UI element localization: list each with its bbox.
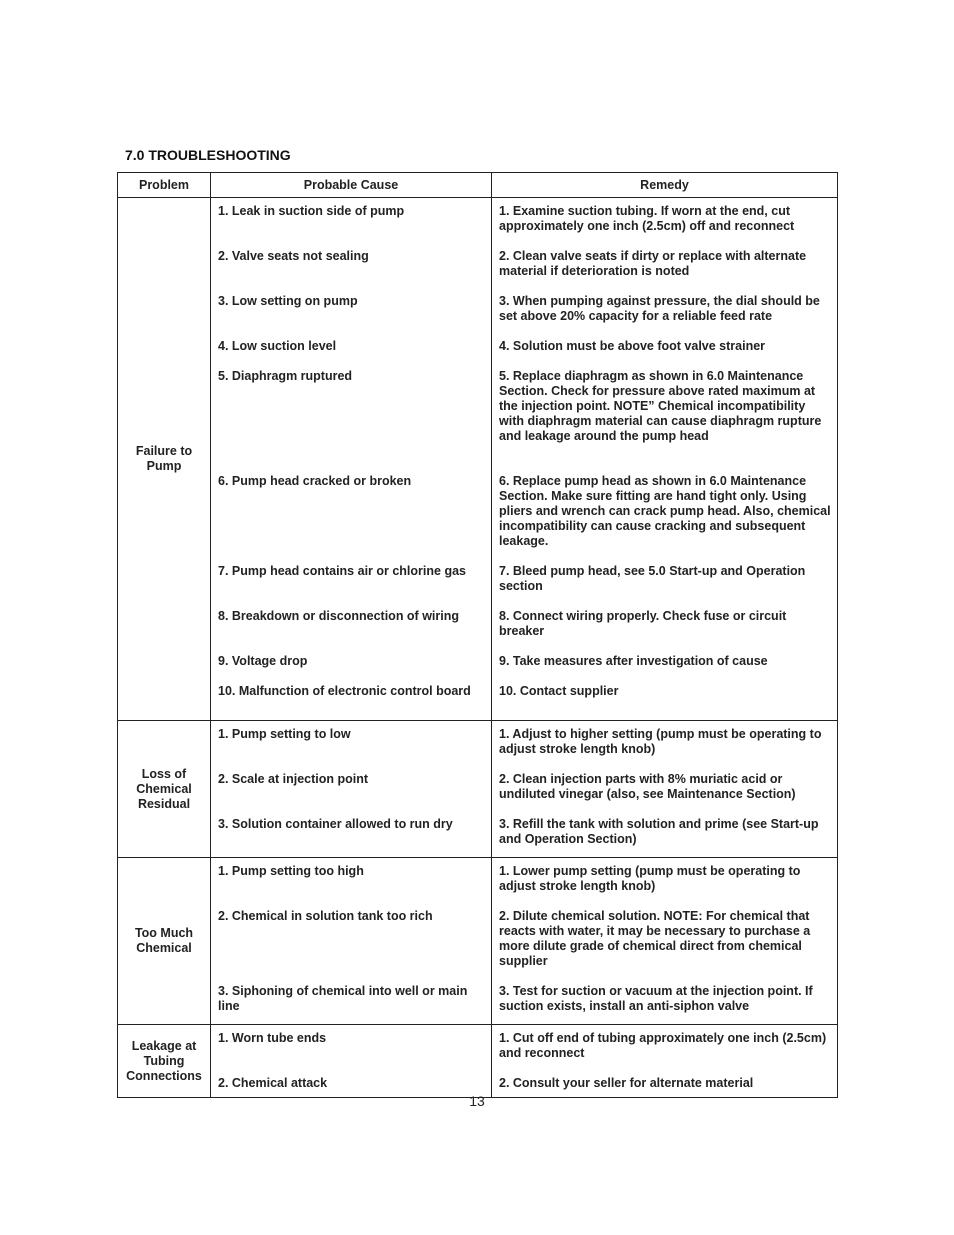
section-title: 7.0 TROUBLESHOOTING <box>125 147 291 163</box>
remedy-item: 2. Dilute chemical solution. NOTE: For chemical that reacts with water, it may be necessary to purchase a more dilute grade of chemical direct from chemical supplier <box>499 909 811 968</box>
remedy-item: 1. Cut off end of tubing approximately one inch (2.5cm) and reconnect <box>499 1031 827 1060</box>
remedy-item: 4. Solution must be above foot valve strainer <box>499 339 766 353</box>
probable-cause-item: 3. Low setting on pump <box>218 294 358 308</box>
probable-cause-item: 1. Worn tube ends <box>218 1031 327 1045</box>
cause-cell <box>211 198 492 721</box>
probable-cause-item: 9. Voltage drop <box>218 654 308 668</box>
remedy-cell <box>492 858 838 1025</box>
cause-cell <box>211 721 492 858</box>
remedy-cell <box>492 1025 838 1098</box>
probable-cause-item: 2. Scale at injection point <box>218 772 369 786</box>
table-row <box>118 858 838 1025</box>
page-number: 13 <box>469 1093 485 1109</box>
probable-cause-item: 5. Diaphragm ruptured <box>218 369 353 383</box>
probable-cause-item: 3. Siphoning of chemical into well or main line <box>218 984 468 1013</box>
probable-cause-item: 2. Valve seats not sealing <box>218 249 369 263</box>
header-probable-cause: Probable Cause <box>211 173 492 198</box>
probable-cause-item: 4. Low suction level <box>218 339 337 353</box>
probable-cause-item: 1. Leak in suction side of pump <box>218 204 405 218</box>
problem-cell <box>118 1025 211 1098</box>
problem-label: Leakage at Tubing Connections <box>126 1038 202 1083</box>
table-row <box>118 1025 838 1098</box>
table-row <box>118 198 838 721</box>
remedy-item: 2. Consult your seller for alternate material <box>499 1076 754 1090</box>
remedy-item: 5. Replace diaphragm as shown in 6.0 Maintenance Section. Check for pressure above rated maximum at the injection point. NOTE” Chemical incompatibility with diaphragm material can cause diaphragm rupture and leakage around the pump head <box>499 369 822 443</box>
remedy-item: 1. Lower pump setting (pump must be operating to adjust stroke length knob) <box>499 864 801 893</box>
problem-cell <box>118 721 211 858</box>
remedy-item: 7. Bleed pump head, see 5.0 Start-up and Operation section <box>499 564 806 593</box>
remedy-item: 2. Clean injection parts with 8% muriatic acid or undiluted vinegar (also, see Maintenance Section) <box>499 772 796 801</box>
remedy-item: 3. When pumping against pressure, the dial should be set above 20% capacity for a reliable feed rate <box>499 294 820 323</box>
remedy-item: 9. Take measures after investigation of cause <box>499 654 768 668</box>
remedy-item: 3. Refill the tank with solution and prime (see Start-up and Operation Section) <box>499 817 819 846</box>
remedy-item: 1. Examine suction tubing. If worn at the end, cut approximately one inch (2.5cm) off and reconnect <box>499 204 795 233</box>
cause-cell <box>211 1025 492 1098</box>
remedy-cell <box>492 721 838 858</box>
probable-cause-item: 6. Pump head cracked or broken <box>218 474 412 488</box>
remedy-item: 8. Connect wiring properly. Check fuse or circuit breaker <box>499 609 787 638</box>
table-row <box>118 721 838 858</box>
problem-label: Too Much Chemical <box>134 926 194 955</box>
remedy-cell <box>492 198 838 721</box>
problem-label: Loss of Chemical Residual <box>136 766 192 811</box>
probable-cause-item: 2. Chemical in solution tank too rich <box>218 909 433 923</box>
remedy-item: 3. Test for suction or vacuum at the injection point. If suction exists, install an anti-siphon valve <box>499 984 813 1013</box>
cause-cell <box>211 858 492 1025</box>
problem-cell <box>118 198 211 721</box>
troubleshooting-table <box>117 172 838 1098</box>
header-problem: Problem <box>118 173 211 198</box>
problem-label: Failure to Pump <box>135 444 193 473</box>
remedy-item: 1. Adjust to higher setting (pump must be operating to adjust stroke length knob) <box>499 727 822 756</box>
probable-cause-item: 2. Chemical attack <box>218 1076 328 1090</box>
probable-cause-item: 3. Solution container allowed to run dry <box>218 817 453 831</box>
probable-cause-item: 1. Pump setting to low <box>218 727 351 741</box>
problem-cell <box>118 858 211 1025</box>
remedy-item: 2. Clean valve seats if dirty or replace with alternate material if deterioration is noted <box>499 249 807 278</box>
header-remedy: Remedy <box>492 173 838 198</box>
remedy-item: 6. Replace pump head as shown in 6.0 Maintenance Section. Make sure fitting are hand tight only. Using pliers and wrench can crack pump head. Also, chemical incompatibility can cause cracking and subsequent leakage. <box>499 474 831 548</box>
remedy-item: 10. Contact supplier <box>499 684 619 698</box>
probable-cause-item: 7. Pump head contains air or chlorine gas <box>218 564 466 578</box>
probable-cause-item: 8. Breakdown or disconnection of wiring <box>218 609 459 623</box>
probable-cause-item: 1. Pump setting too high <box>218 864 364 878</box>
table-header-row <box>118 173 838 198</box>
probable-cause-item: 10. Malfunction of electronic control board <box>218 684 471 698</box>
